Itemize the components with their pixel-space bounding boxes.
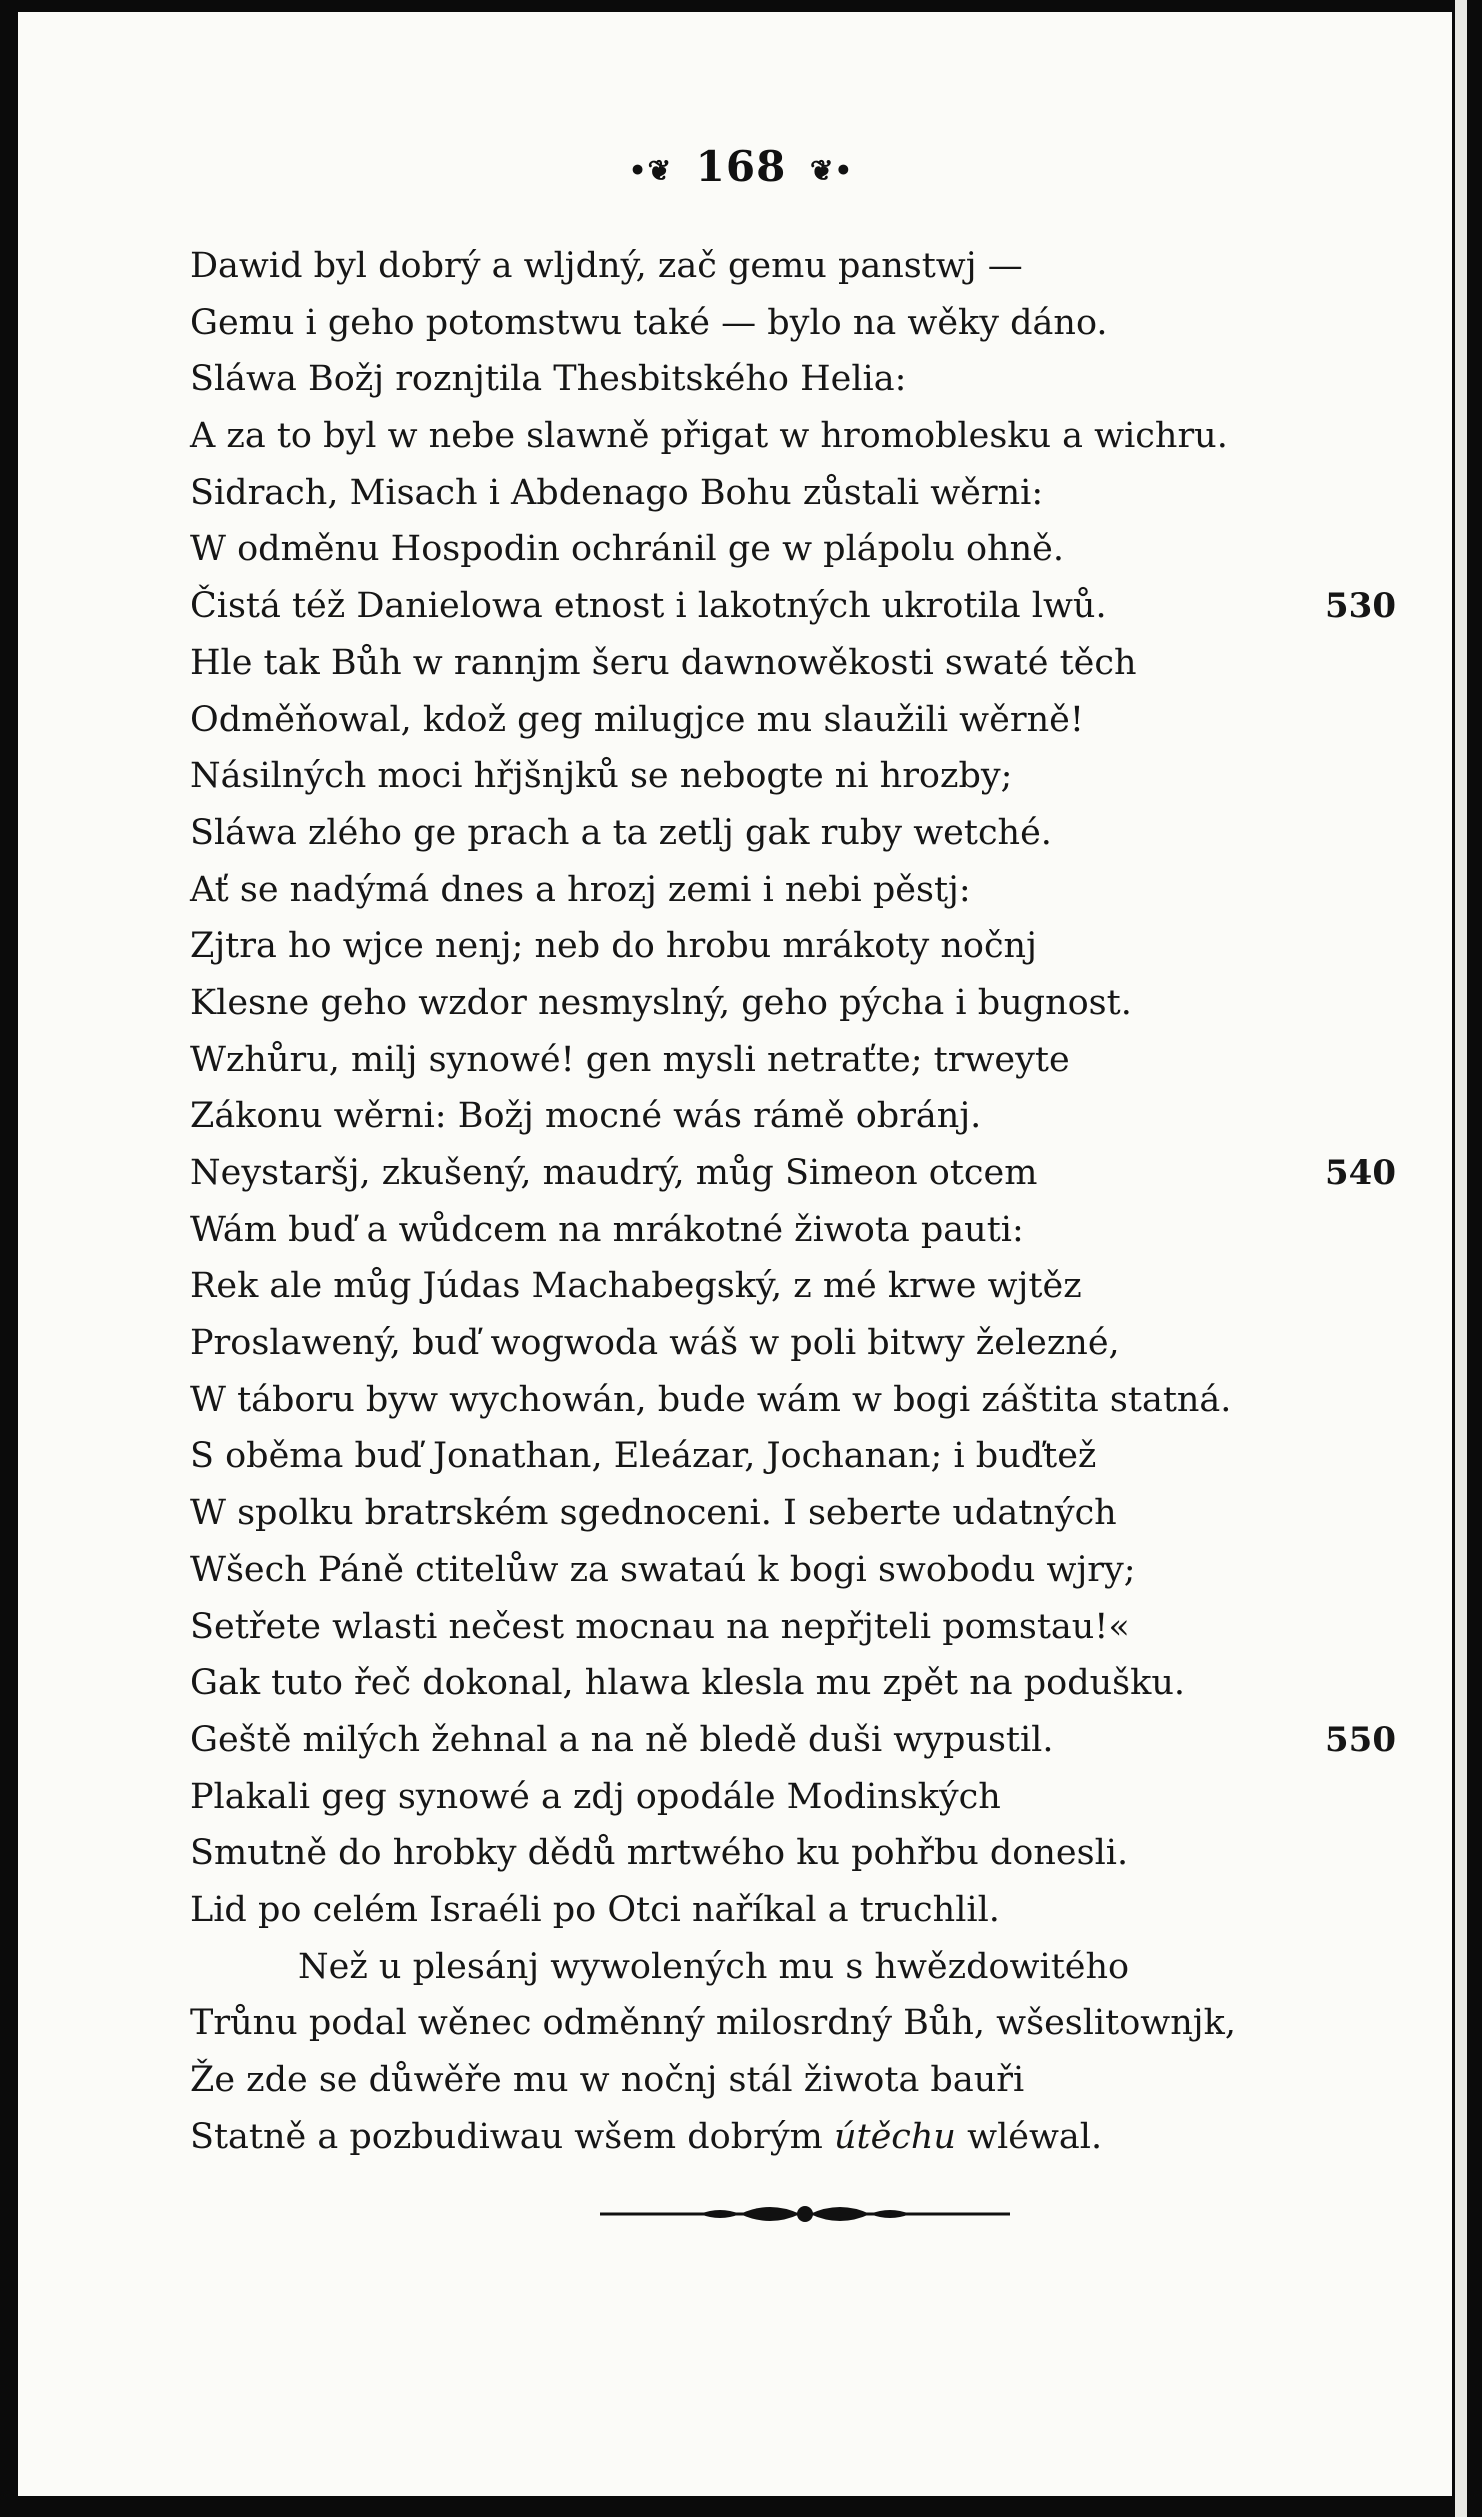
verse-line-text: Smutně do hrobky dědů mrtwého ku pohřbu donesli. bbox=[190, 1833, 1129, 1874]
verse-line-text: Hle tak Bůh w rannjm šeru dawnowěkosti swaté těch bbox=[190, 642, 1137, 683]
line-number: 550 bbox=[1325, 1719, 1396, 1760]
verse-line bbox=[190, 1939, 1420, 1996]
tailpiece-ornament bbox=[600, 2196, 1010, 2232]
verse-line bbox=[190, 805, 1420, 862]
verse-line bbox=[190, 2052, 1420, 2109]
verse-line bbox=[190, 465, 1420, 522]
verse-line bbox=[190, 1315, 1420, 1372]
verse-line-text: Zákonu wěrni: Božj mocné wás rámě obránj. bbox=[190, 1096, 982, 1137]
verse-line bbox=[190, 975, 1420, 1032]
page-number: 168 bbox=[695, 142, 787, 191]
verse-line bbox=[190, 692, 1420, 749]
verse-line bbox=[190, 748, 1420, 805]
verse-line bbox=[190, 1712, 1420, 1769]
verse-line-text: Wám buď a wůdcem na mrákotné žiwota pauti: bbox=[190, 1209, 1024, 1250]
verse-line-text: Sláwa zlého ge prach a ta zetlj gak ruby wetché. bbox=[190, 812, 1052, 853]
verse-line-text: Zjtra ho wjce nenj; neb do hrobu mrákoty nočnj bbox=[190, 926, 1037, 967]
verse-line bbox=[190, 1882, 1420, 1939]
verse-line bbox=[190, 1032, 1420, 1089]
verse-line bbox=[190, 1202, 1420, 1259]
verse-line bbox=[190, 1825, 1420, 1882]
verse-line-text: Odměňowal, kdož geg milugjce mu slaužili wěrně! bbox=[190, 699, 1084, 740]
verse-line bbox=[190, 408, 1420, 465]
verse-line-text: Trůnu podal wěnec odměnný milosrdný Bůh, wšeslitownjk, bbox=[190, 2003, 1236, 2044]
verse-line-text: Klesne geho wzdor nesmyslný, geho pýcha i bugnost. bbox=[190, 982, 1132, 1023]
verse-text bbox=[190, 238, 1420, 2165]
verse-line bbox=[190, 1485, 1420, 1542]
verse-line bbox=[190, 578, 1420, 635]
verse-line bbox=[190, 1769, 1420, 1826]
emphasized-word: útěchu bbox=[833, 2116, 956, 2157]
verse-line-text: Gemu i geho potomstwu také — bylo na wěky dáno. bbox=[190, 302, 1108, 343]
verse-line bbox=[190, 1088, 1420, 1145]
line-number: 540 bbox=[1325, 1153, 1396, 1193]
verse-line bbox=[190, 1599, 1420, 1656]
verse-line-text: Že zde se důwěře mu w nočnj stál žiwota bauři bbox=[190, 2060, 1025, 2100]
header-right-ornament: ❦• bbox=[809, 153, 854, 187]
verse-line-text: Násilných moci hřjšnjků se nebogte ni hrozby; bbox=[190, 756, 1013, 797]
verse-line-text: Neystaršj, zkušený, maudrý, můg Simeon otcem bbox=[190, 1153, 1038, 1193]
verse-line-text: Wšech Páně ctitelůw za swataú k bogi swobodu wjry; bbox=[190, 1549, 1136, 1590]
verse-line bbox=[190, 2109, 1420, 2166]
verse-line bbox=[190, 918, 1420, 975]
verse-line-text: W táboru byw wychowán, bude wám w bogi záštita statná. bbox=[190, 1379, 1232, 1420]
verse-line-text: W spolku bratrském sgednoceni. I seberte udatných bbox=[190, 1493, 1117, 1534]
verse-line-text: Setřete wlasti nečest mocnau na nepřjteli pomstau!« bbox=[190, 1606, 1130, 1647]
verse-line-text: Sidrach, Misach i Abdenago Bohu zůstali wěrni: bbox=[190, 472, 1044, 513]
verse-line-text: Ať se nadýmá dnes a hrozj zemi i nebi pěstj: bbox=[190, 869, 971, 910]
verse-line-text: Geště milých žehnal a na ně bledě duši wypustil. bbox=[190, 1719, 1054, 1760]
verse-line bbox=[190, 238, 1420, 295]
verse-line bbox=[190, 521, 1420, 578]
verse-line bbox=[190, 1655, 1420, 1712]
verse-line-text: Sláwa Božj roznjtila Thesbitského Helia: bbox=[190, 359, 907, 400]
verse-line-text: W odměnu Hospodin ochránil ge w plápolu ohně. bbox=[190, 529, 1064, 570]
header-left-ornament: •❦ bbox=[628, 153, 673, 187]
verse-line-text: Wzhůru, milj synowé! gen mysli netraťte; trweyte bbox=[190, 1039, 1070, 1080]
verse-line-text: Statně a pozbudiwau wšem dobrým bbox=[190, 2116, 823, 2157]
verse-line-text: Lid po celém Israéli po Otci naříkal a truchlil. bbox=[190, 1889, 1000, 1930]
verse-line bbox=[190, 1258, 1420, 1315]
verse-line bbox=[190, 1995, 1420, 2052]
verse-line-text: Gak tuto řeč dokonal, hlawa klesla mu zpět na podušku. bbox=[190, 1663, 1186, 1704]
verse-line-text: Čistá též Danielowa etnost i lakotných ukrotila lwů. bbox=[190, 586, 1107, 627]
page-edge bbox=[1455, 0, 1467, 2517]
verse-line bbox=[190, 1428, 1420, 1485]
verse-line-text: Rek ale můg Júdas Machabegský, z mé krwe wjtěz bbox=[190, 1266, 1082, 1307]
verse-line bbox=[190, 635, 1420, 692]
verse-line-text: S oběma buď Jonathan, Eleázar, Jochanan; i buďtež bbox=[190, 1436, 1097, 1477]
line-number: 530 bbox=[1325, 586, 1396, 627]
page-header bbox=[0, 142, 1482, 191]
verse-line-text: Dawid byl dobrý a wljdný, zač gemu panstwj — bbox=[190, 246, 1023, 286]
verse-line-tail: wléwal. bbox=[955, 2116, 1103, 2157]
verse-line bbox=[190, 295, 1420, 352]
verse-line-text: Než u plesánj wywolených mu s hwězdowitého bbox=[298, 1946, 1130, 1987]
verse-line bbox=[190, 1542, 1420, 1599]
verse-line bbox=[190, 862, 1420, 919]
verse-line bbox=[190, 1372, 1420, 1429]
verse-line-text: A za to byl w nebe slawně přigat w hromoblesku a wichru. bbox=[190, 416, 1228, 457]
verse-line-text: Proslawený, buď wogwoda wáš w poli bitwy železné, bbox=[190, 1323, 1120, 1364]
verse-line bbox=[190, 351, 1420, 408]
verse-line-text: Plakali geg synowé a zdj opodále Modinských bbox=[190, 1776, 1001, 1817]
verse-line bbox=[190, 1145, 1420, 1202]
